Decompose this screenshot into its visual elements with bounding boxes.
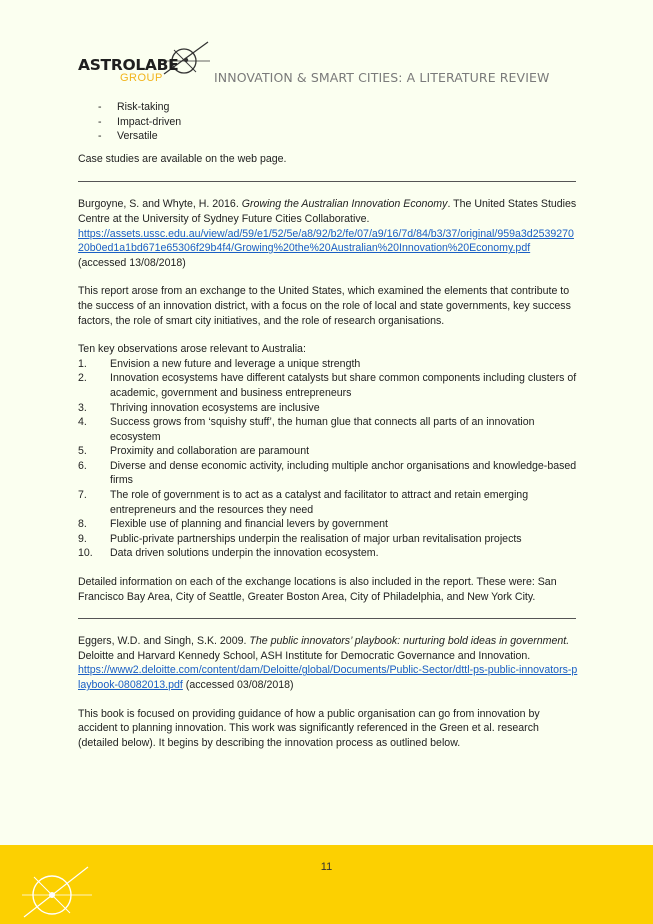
logo-wordmark: ASTROLABE (78, 56, 179, 74)
case-studies-note: Case studies are available on the web page. (78, 152, 287, 165)
item-number: 9. (78, 532, 87, 545)
report-summary: This report arose from an exchange to the United States, which examined the elements that contribute to the success of an innovation district, with a focus on the role of local and state governments, key success factors, the role of smart city initiatives, and the role of research organisations. (78, 285, 571, 327)
item-text: Innovation ecosystems have different catalysts but share common components including clusters of academic, government and business entrepreneurs (110, 372, 577, 399)
item-text: The role of government is to act as a catalyst and facilitator to attract and retain emerging entrepreneurs and the resources they need (110, 489, 529, 516)
page-number: 11 (320, 861, 333, 873)
item-text: Envision a new future and leverage a unique strength (110, 357, 361, 370)
citation-burgoyne (78, 197, 578, 270)
observations-list (78, 357, 578, 561)
citation-publisher: . The United States Studies Centre at the University of Sydney Future Cities Collaborative. (78, 198, 577, 225)
section-divider (78, 181, 576, 182)
list-item (78, 459, 578, 488)
exchange-locations: Detailed information on each of the exchange locations is also included in the report. These were: San Francisco Bay Area, City of Seattle, Greater Boston Area, City of Philadelphia, and New York City. (78, 576, 557, 603)
item-number: 7. (78, 489, 87, 502)
item-text: Thriving innovation ecosystems are inclusive (110, 401, 320, 414)
item-text: Diverse and dense economic activity, including multiple anchor organisations and knowledge-based firms (110, 459, 577, 487)
list-item (78, 415, 578, 444)
logo-subtitle: GROUP (120, 72, 163, 84)
item-number: 8. (78, 518, 87, 531)
item-number: 6. (78, 459, 87, 472)
item-number: 2. (78, 372, 87, 385)
item-text: Flexible use of planning and financial levers by government (110, 518, 388, 531)
list-item (78, 532, 578, 547)
list-item: - Risk-taking (98, 101, 170, 113)
item-number: 4. (78, 416, 87, 429)
list-item (78, 401, 578, 416)
citation-title: Growing the Australian Innovation Economy (241, 198, 448, 211)
intro-bullet-list (78, 100, 578, 144)
list-item: - Impact-driven (98, 115, 182, 128)
item-number: 10. (78, 547, 93, 560)
list-item (78, 357, 578, 372)
book-summary: This book is focused on providing guidance of how a public organisation can go from innovation by accident to planning innovation. This work was significantly referenced in the Green et al. research (detailed below). It begins by describing the innovation process as outlined below. (78, 707, 540, 749)
citation-link[interactable]: https://www2.deloitte.com/content/dam/Deloitte/global/Documents/Public-Sector/dttl-ps-public-innovators-playbook-08082013.pdf (78, 664, 578, 691)
astrolabe-logo (78, 36, 213, 86)
bullet-text: Versatile (117, 130, 158, 143)
item-number: 1. (78, 357, 87, 370)
accessed-date: (accessed 13/08/2018) (78, 256, 186, 269)
observations-intro: Ten key observations arose relevant to Australia: (78, 343, 306, 356)
citation-eggers (78, 634, 578, 692)
document-content (78, 100, 578, 750)
citation-publisher: Deloitte and Harvard Kennedy School, ASH Institute for Democratic Governance and Innovation. (78, 649, 531, 662)
item-text: Data driven solutions underpin the innovation ecosystem. (110, 547, 379, 560)
citation-authors: Burgoyne, S. and Whyte, H. 2016. (78, 198, 242, 211)
list-item (78, 546, 578, 561)
citation-authors: Eggers, W.D. and Singh, S.K. 2009. (78, 635, 250, 648)
item-number: 5. (78, 445, 87, 458)
list-item: - Versatile (98, 130, 158, 143)
bullet-text: Risk-taking (117, 101, 170, 113)
page-footer (0, 845, 653, 924)
citation-link[interactable]: https://assets.ussc.edu.au/view/ad/59/e1/52/5e/a8/92/b2/fe/07/a9/16/7d/84/b3/37/original/959a3d253927020b0ed1a1bd671e65306f29b4f4/Growing%20the%20Australian%20Innovation%20Economy.pdf (78, 227, 574, 255)
header-title: INNOVATION & SMART CITIES: A LITERATURE REVIEW (214, 70, 550, 85)
bullet-text: Impact-driven (117, 115, 182, 128)
item-number: 3. (78, 401, 87, 414)
item-text: Success grows from ‘squishy stuff’, the human glue that connects all parts of an innovation ecosystem (110, 416, 535, 443)
item-text: Public-private partnerships underpin the realisation of major urban revitalisation projects (110, 532, 522, 545)
list-item (78, 371, 578, 400)
list-item (78, 517, 578, 532)
item-text: Proximity and collaboration are paramount (110, 445, 310, 458)
list-item (78, 488, 578, 517)
accessed-date: (accessed 03/08/2018) (182, 679, 294, 691)
section-divider (78, 618, 576, 619)
citation-title: The public innovators’ playbook: nurturing bold ideas in government. (249, 635, 570, 648)
list-item (78, 444, 578, 459)
